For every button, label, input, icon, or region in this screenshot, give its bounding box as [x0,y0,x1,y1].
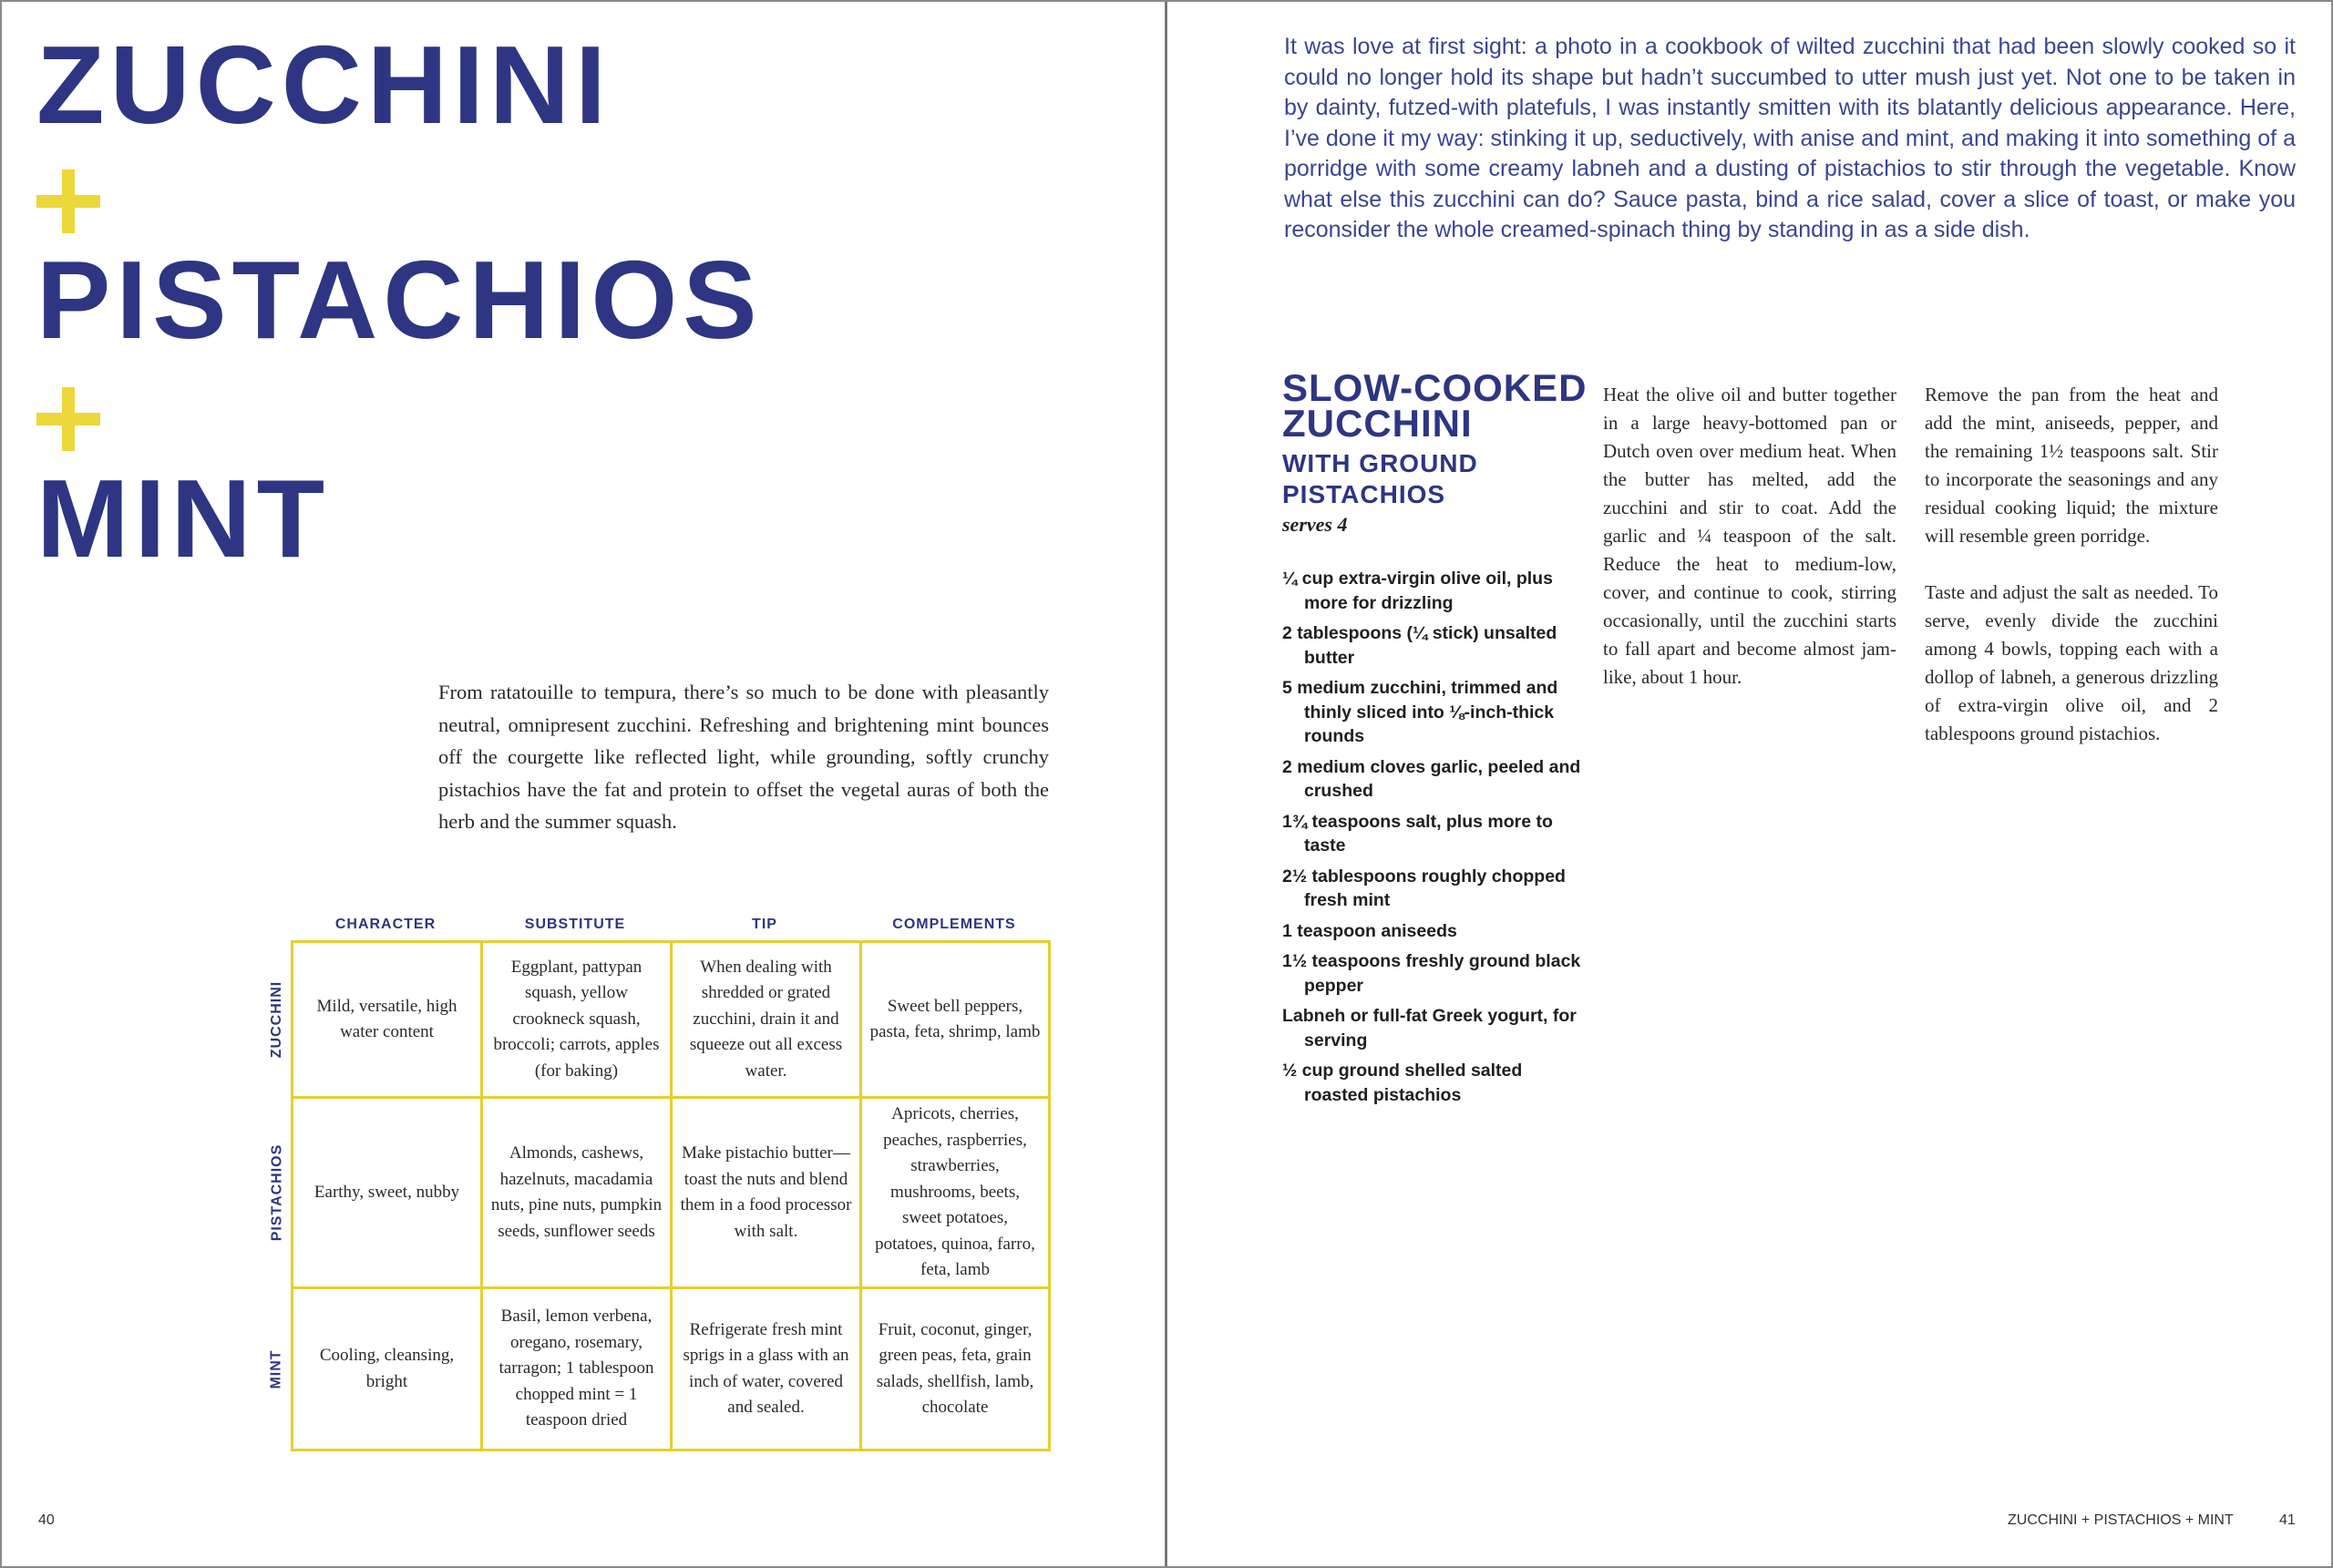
table-cell: Earthy, sweet, nubby [313,1182,460,1202]
ingredient-item: 1½ teaspoons freshly ground black pepper [1282,951,1581,996]
method-step: Heat the olive oil and butter together in a large heavy-bottomed pan or Dutch oven over medium heat. When the butter has melted, add the zucchini and stir to coat. Add the garlic and ¼ teaspoon of the salt. Reduce the heat to medium-low, cover, and continue to cook, stirring occasionally, until the zucchini starts to fall apart and become almost jam-like, about 1 hour. [1603,384,1896,688]
column-header-complements: COMPLEMENTS [892,917,1016,932]
table-cell: Basil, lemon verbena, oregano, rosemary, tarragon; 1 tablespoon chopped mint = 1 teaspoon dried [498,1307,654,1430]
running-head: ZUCCHINI + PISTACHIOS + MINT [2008,1512,2234,1528]
left-page [0,0,1166,1568]
recipe-title-line: SLOW-COOKED [1282,366,1588,409]
table-cell: Apricots, cherries, peaches, raspberries, strawberries, mushrooms, beets, sweet potatoes, potatoes, quinoa, farro, feta, lamb [875,1104,1035,1280]
method-step: Taste and adjust the salt as needed. To serve, evenly divide the zucchini among 4 bowls, topping each with a dollop of labneh, a generous drizzling of extra-virgin olive oil, and 2 tablespoons ground pistachios. [1925,581,2218,744]
column-header-tip: TIP [752,917,777,932]
column-header-substitute: SUBSTITUTE [524,917,626,932]
table-cell: Cooling, cleansing, bright [319,1346,455,1391]
pairing-table [291,940,1051,1451]
headnote-paragraph: It was love at first sight: a photo in a cookbook of wilted zucchini that had been slowly cooked so it could no longer hold its shape but hadn’t succumbed to utter mush just yet. Not one to be taken in by dainty, futzed-with platefuls, I was instantly smitten with its blatantly delicious appearance. Here, I’ve done it my way: stinking it up, seductively, with anise and mint, and making it into something of a porridge with some creamy labneh and a dusting of pistachios to stir through the vegetable. Know what else this zucchini can do? Sauce pasta, bind a rice salad, cover a slice of toast, or make you reconsider the whole creamed-spinach thing by standing in as a side dish. [1284,34,2296,242]
method-step: Remove the pan from the heat and add the mint, aniseeds, pepper, and the remaining 1½ teaspoons salt. Stir to incorporate the seasonings and any residual cooking liquid; the mixture will resemble green porridge. [1925,384,2218,547]
intro-paragraph: From ratatouille to tempura, there’s so much to be done with pleasantly neutral, omnipresent zucchini. Refreshing and brightening mint bounces off the courgette like reflected light, while grounding, softly crunchy pistachios have the fat and protein to offset the vegetal auras of both the herb and the summer squash. [438,681,1049,833]
plus-icon [36,387,100,451]
method-column-2 [1925,381,2218,748]
recipe-subtitle [1282,448,1478,510]
recipe-subtitle-line: WITH GROUND [1282,449,1478,477]
recipe-subtitle-line: PISTACHIOS [1282,480,1446,508]
title-mint: MINT [36,456,331,580]
ingredient-item: 2½ tablespoons roughly chopped fresh mint [1282,866,1566,910]
ingredient-item: ¼ cup extra-virgin olive oil, plus more for drizzling [1282,569,1553,613]
ingredient-item: 2 tablespoons (¼ stick) unsalted butter [1282,623,1557,668]
table-cell: Refrigerate fresh mint sprigs in a glass with an inch of water, covered and sealed. [683,1319,849,1417]
column-header-character: CHARACTER [334,917,437,932]
ingredient-item: Labneh or full-fat Greek yogurt, for serving [1282,1006,1577,1050]
row-label-pistachios: PISTACHIOS [269,1143,285,1242]
table-cell: Eggplant, pattypan squash, yellow crookneck squash, broccoli; carrots, apples (for baking) [493,957,660,1081]
ingredient-list [1282,567,1583,1113]
title-zucchini: ZUCCHINI [36,23,612,147]
ingredient-item: 5 medium zucchini, trimmed and thinly sliced into ⅛-inch-thick rounds [1282,678,1558,746]
ingredient-item: 2 medium cloves garlic, peeled and crushed [1282,756,1581,801]
recipe-title [1282,366,1588,445]
table-cell: Mild, versatile, high water content [316,996,457,1041]
serves-label: serves 4 [1282,513,1348,536]
table-cell: Fruit, coconut, ginger, green peas, feta, grain salads, shellfish, lamb, chocolate [876,1319,1034,1417]
row-label-zucchini: ZUCCHINI [269,980,284,1059]
row-label-mint: MINT [269,1348,285,1389]
table-cell: When dealing with shredded or grated zucchini, drain it and squeeze out all excess water. [689,957,843,1081]
method-column-1 [1603,381,1896,692]
page-number-left: 40 [38,1512,55,1528]
plus-icon [36,169,100,233]
ingredient-item: 1¾ teaspoons salt, plus more to taste [1282,811,1553,856]
title-pistachios: PISTACHIOS [36,238,763,362]
table-cell: Almonds, cashews, hazelnuts, macadamia nuts, pine nuts, pumpkin seeds, sunflower seeds [490,1143,663,1241]
table-cell: Sweet bell peppers, pasta, feta, shrimp, lamb [869,996,1041,1041]
ingredient-item: 1 teaspoon aniseeds [1282,920,1457,941]
table-cell: Make pistachio butter—toast the nuts and blend them in a food processor with salt. [680,1143,852,1241]
page-number-right: 41 [2279,1512,2296,1528]
ingredient-item: ½ cup ground shelled salted roasted pistachios [1282,1061,1523,1105]
recipe-title-line: ZUCCHINI [1282,402,1473,445]
